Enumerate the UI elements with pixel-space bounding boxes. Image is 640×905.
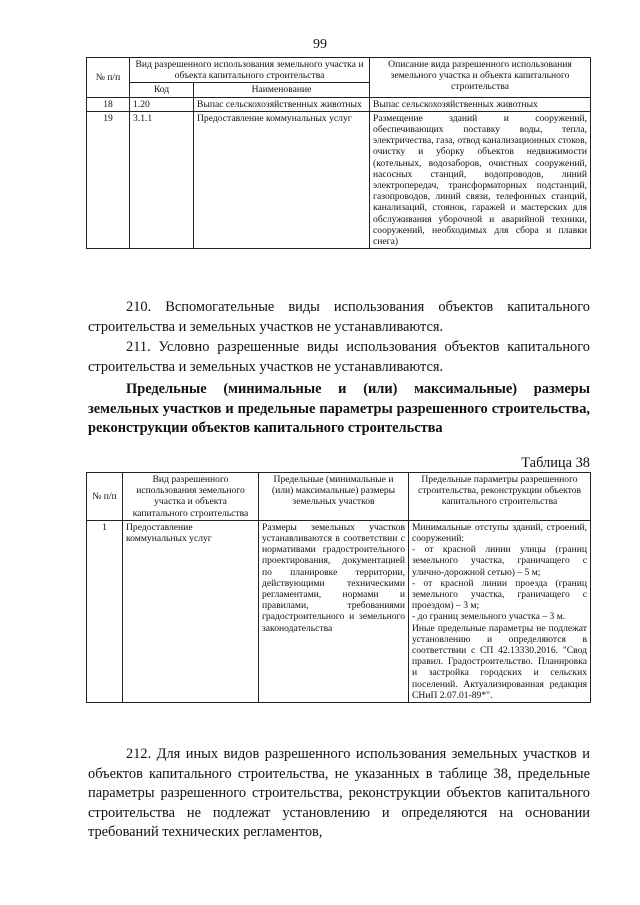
row-num: 1 [87,520,123,702]
section-heading: Предельные (минимальные и (или) максимальные) размеры земельных участков и предельные параметры разрешенного строительства, реконструкции объектов капитального строительства [88,381,590,436]
table-row [87,520,591,702]
param-line: Иные предельные параметры не подлежат установлению и определяются в соответствии с СП 42.13330.2016. "Свод правил. Градостроительство. Планировка и застройка городских и сельских поселений. Актуализированная редакция СНиП 2.07.01-89*". [412,622,587,701]
row-code: 1.20 [130,97,194,111]
paragraph-210: 210. Вспомогательные виды использования объектов капитального строительства и земельных участков не устанавливаются. [88,299,590,335]
row-num: 18 [87,97,130,111]
header-construction-params: Предельные параметры разрешенного строительства, реконструкции объектов капитального строительства [409,473,591,521]
param-line: Минимальные отступы зданий, строений, сооружений: [412,521,587,545]
header-description: Описание вида разрешенного использования земельного участка и объекта капитального строительства [370,58,591,98]
table-row [87,97,591,111]
row-name: Выпас сельскохозяйственных животных [194,97,370,111]
header-plot-sizes: Предельные (минимальные и (или) максимальные) размеры земельных участков [259,473,409,521]
header-use-kind: Вид разрешенного использования земельного участка и объекта капитального строительства [123,473,259,521]
header-name: Наименование [194,83,370,97]
paragraph-212: 212. Для иных видов разрешенного использования земельных участков и объектов капитального строительства, не указанных в таблице 38, предельные параметры разрешенного строительства, реконструкции объектов капитального строительства не подлежат установлению и определяются на основании требований технических регламентов, [88,746,590,840]
table-row [87,111,591,248]
header-num: № п/п [87,473,123,521]
row-description: Выпас сельскохозяйственных животных [370,97,591,111]
row-construction-params [409,520,591,702]
header-use-group: Вид разрешенного использования земельного участка и объекта капитального строительства [130,58,370,83]
row-plot-sizes: Размеры земельных участков устанавливаются в соответствии с нормативами градостроительного проектирования, документацией по планировке территории, действующими техническими регламентами, нормами и правилами, требованиями градостроительного и земельного законодательства [259,520,409,702]
row-num: 19 [87,111,130,248]
limit-parameters-table [86,472,591,703]
param-line: - от красной линии проезда (границ земельного участка, граничащего с проездом) – 3 м; [412,577,587,612]
header-code: Код [130,83,194,97]
param-line: - до границ земельного участка – 3 м. [412,611,566,623]
row-description: Размещение зданий и сооружений, обеспечивающих поставку воды, тепла, электричества, газа, отвод канализационных стоков, очистку и уборку объектов недвижимости (котельных, водозаборов, очистных сооружений, насосных станций, водопроводов, линий электропередач, трансформаторных подстанций, газопроводов, линий связи, телефонных станций, канализаций, стоянок, гаражей и мастерских для обслуживания уборочной и аварийной техники, сооружений, необходимых для сбора и плавки снега) [370,111,591,248]
permitted-use-table [86,57,591,249]
row-name: Предоставление коммунальных услуг [194,111,370,248]
page-number: 99 [313,37,327,52]
row-use-kind: Предоставление коммунальных услуг [123,520,259,702]
paragraph-211: 211. Условно разрешенные виды использования объектов капитального строительства и земельных участков не устанавливаются. [88,339,590,375]
table-caption: Таблица 38 [521,455,590,471]
row-code: 3.1.1 [130,111,194,248]
header-num: № п/п [87,58,130,98]
param-line: - от красной линии улицы (границ земельного участка, граничащего с улично-дорожной сетью) – 5 м; [412,544,587,578]
